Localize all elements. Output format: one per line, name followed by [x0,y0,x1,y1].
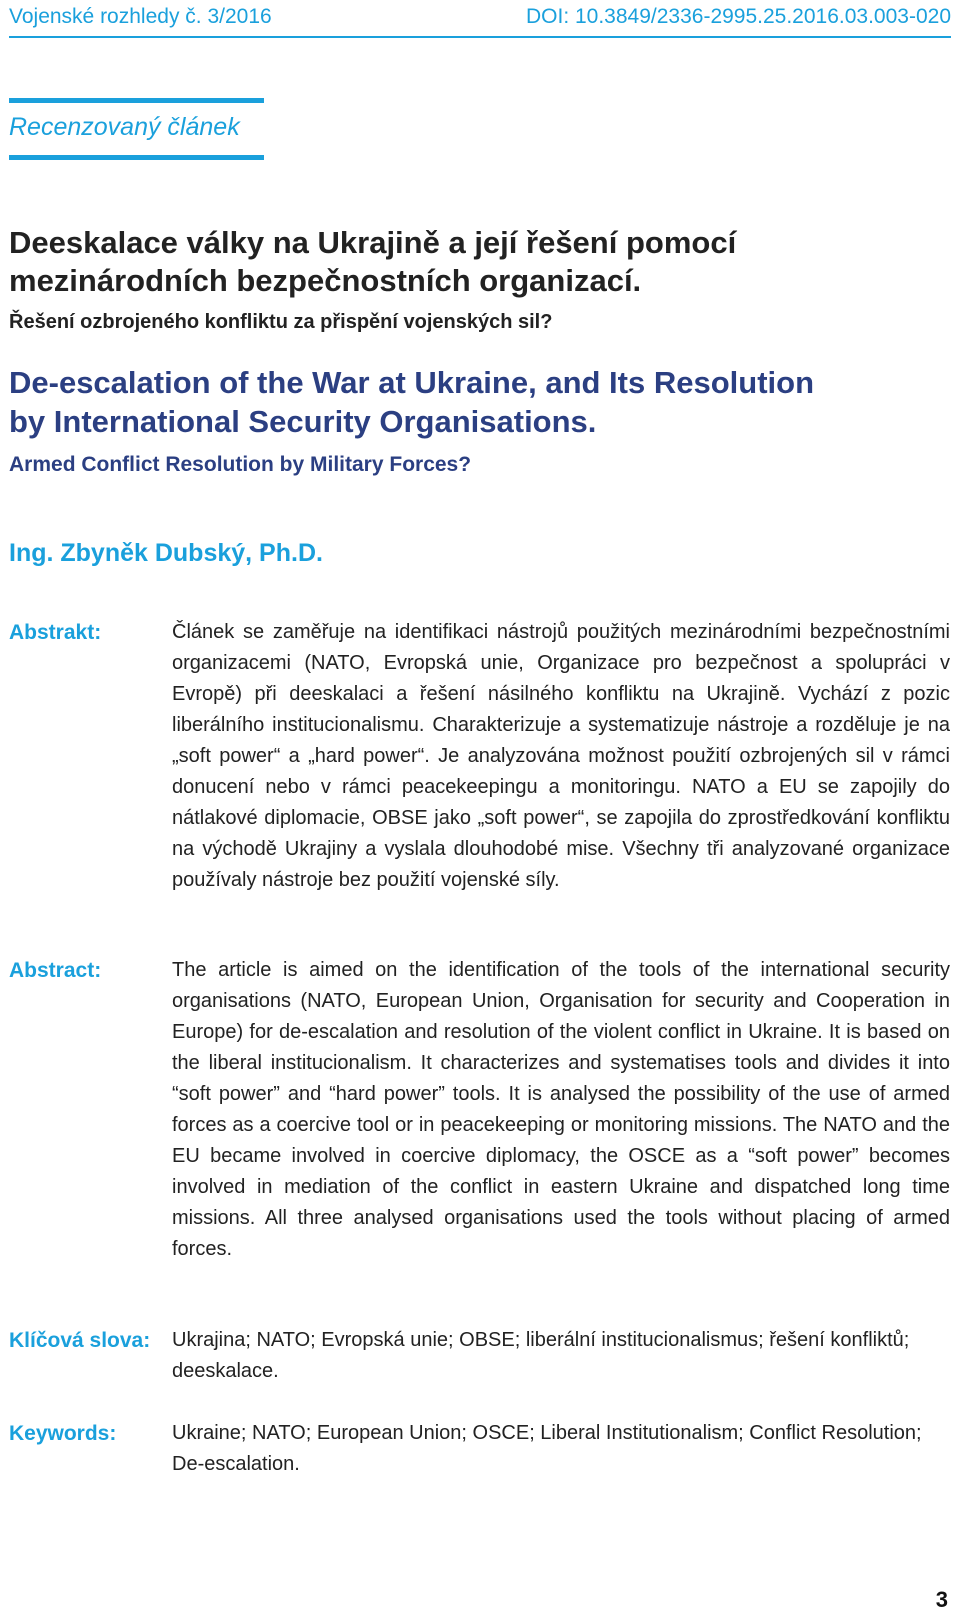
title-english-line-1: De-escalation of the War at Ukraine, and Its Resolution [9,365,815,400]
title-english-line-2: by International Security Organisations. [9,404,597,439]
abstract-text: The article is aimed on the identification of the tools of the international security organisations (NATO, European Union, Organisation for security and Cooperation in Europe) for de-escalation and resolution of the violent conflict in Ukraine. It is based on the liberal institucionalism. It characterizes and systematises tools and divides it into “soft power” and “hard power” tools. It is analysed the possibility of the use of armed forces as a coercive tool or in peacekeeping or monitoring missions. The NATO and the EU became involved in coercive diplomacy, the OSCE as a “soft power” becomes involved in mediation of the conflict in eastern Ukraine and dispatched long time missions. All three analysed organisations used the tools without placing of armed forces. [172,959,950,1260]
article-type-rule-top [9,98,264,103]
abstrakt-label: Abstrakt: [9,621,102,644]
author-name: Ing. Zbyněk Dubský, Ph.D. [9,539,323,567]
klicova-slova-label: Klíčová slova: [9,1329,151,1352]
abstract-label: Abstract: [9,959,102,982]
page-number: 3 [935,1587,948,1612]
title-czech-line-2: mezinárodních bezpečnostních organizací. [9,263,642,298]
title-czech-line-1: Deeskalace války na Ukrajině a její řešení pomocí [9,225,737,260]
running-header [9,2,951,32]
article-type-box [9,98,264,160]
journal-name: Vojenské rozhledy č. 3/2016 [9,5,272,28]
doi-link[interactable]: DOI: 10.3849/2336-2995.25.2016.03.003-020 [525,5,951,28]
header-divider [9,36,951,38]
keywords-label: Keywords: [9,1422,117,1445]
article-type-label: Recenzovaný článek [9,113,240,141]
subtitle-english: Armed Conflict Resolution by Military Forces? [9,453,472,476]
subtitle-czech: Řešení ozbrojeného konfliktu za přispění vojenských sil? [9,311,553,333]
klicova-slova-text: Ukrajina; NATO; Evropská unie; OBSE; liberální institucionalismus; řešení konfliktů; deeskalace. [172,1329,910,1382]
abstrakt-text: Článek se zaměřuje na identifikaci nástrojů použitých mezinárodními bezpečnostními organizacemi (NATO, Evropská unie, Organizace pro bezpečnost a spolupráci v Evropě) při deeskalaci a řešení násilného konfliktu na Ukrajině. Vychází z pozic liberálního institucionalismu. Charakterizuje a systematizuje nástroje a rozděluje je na „soft power“ a „hard power“. Je analyzována možnost použití ozbrojených sil v rámci donucení nebo v rámci peacekeepingu a monitoringu. NATO a EU se zapojily do nátlakové diplomacie, OBSE jako „soft power“, se zapojila do zprostředkování konfliktu na východě Ukrajiny a vyslala dlouhodobé mise. Všechny tři analyzované organizace používaly nástroje bez použití vojenské síly. [172,621,950,891]
keywords-text: Ukraine; NATO; European Union; OSCE; Liberal Institutionalism; Conflict Resolution; De-escalation. [172,1422,922,1475]
title-czech [9,224,949,300]
title-english [9,363,949,441]
article-type-rule-bottom [9,155,264,160]
